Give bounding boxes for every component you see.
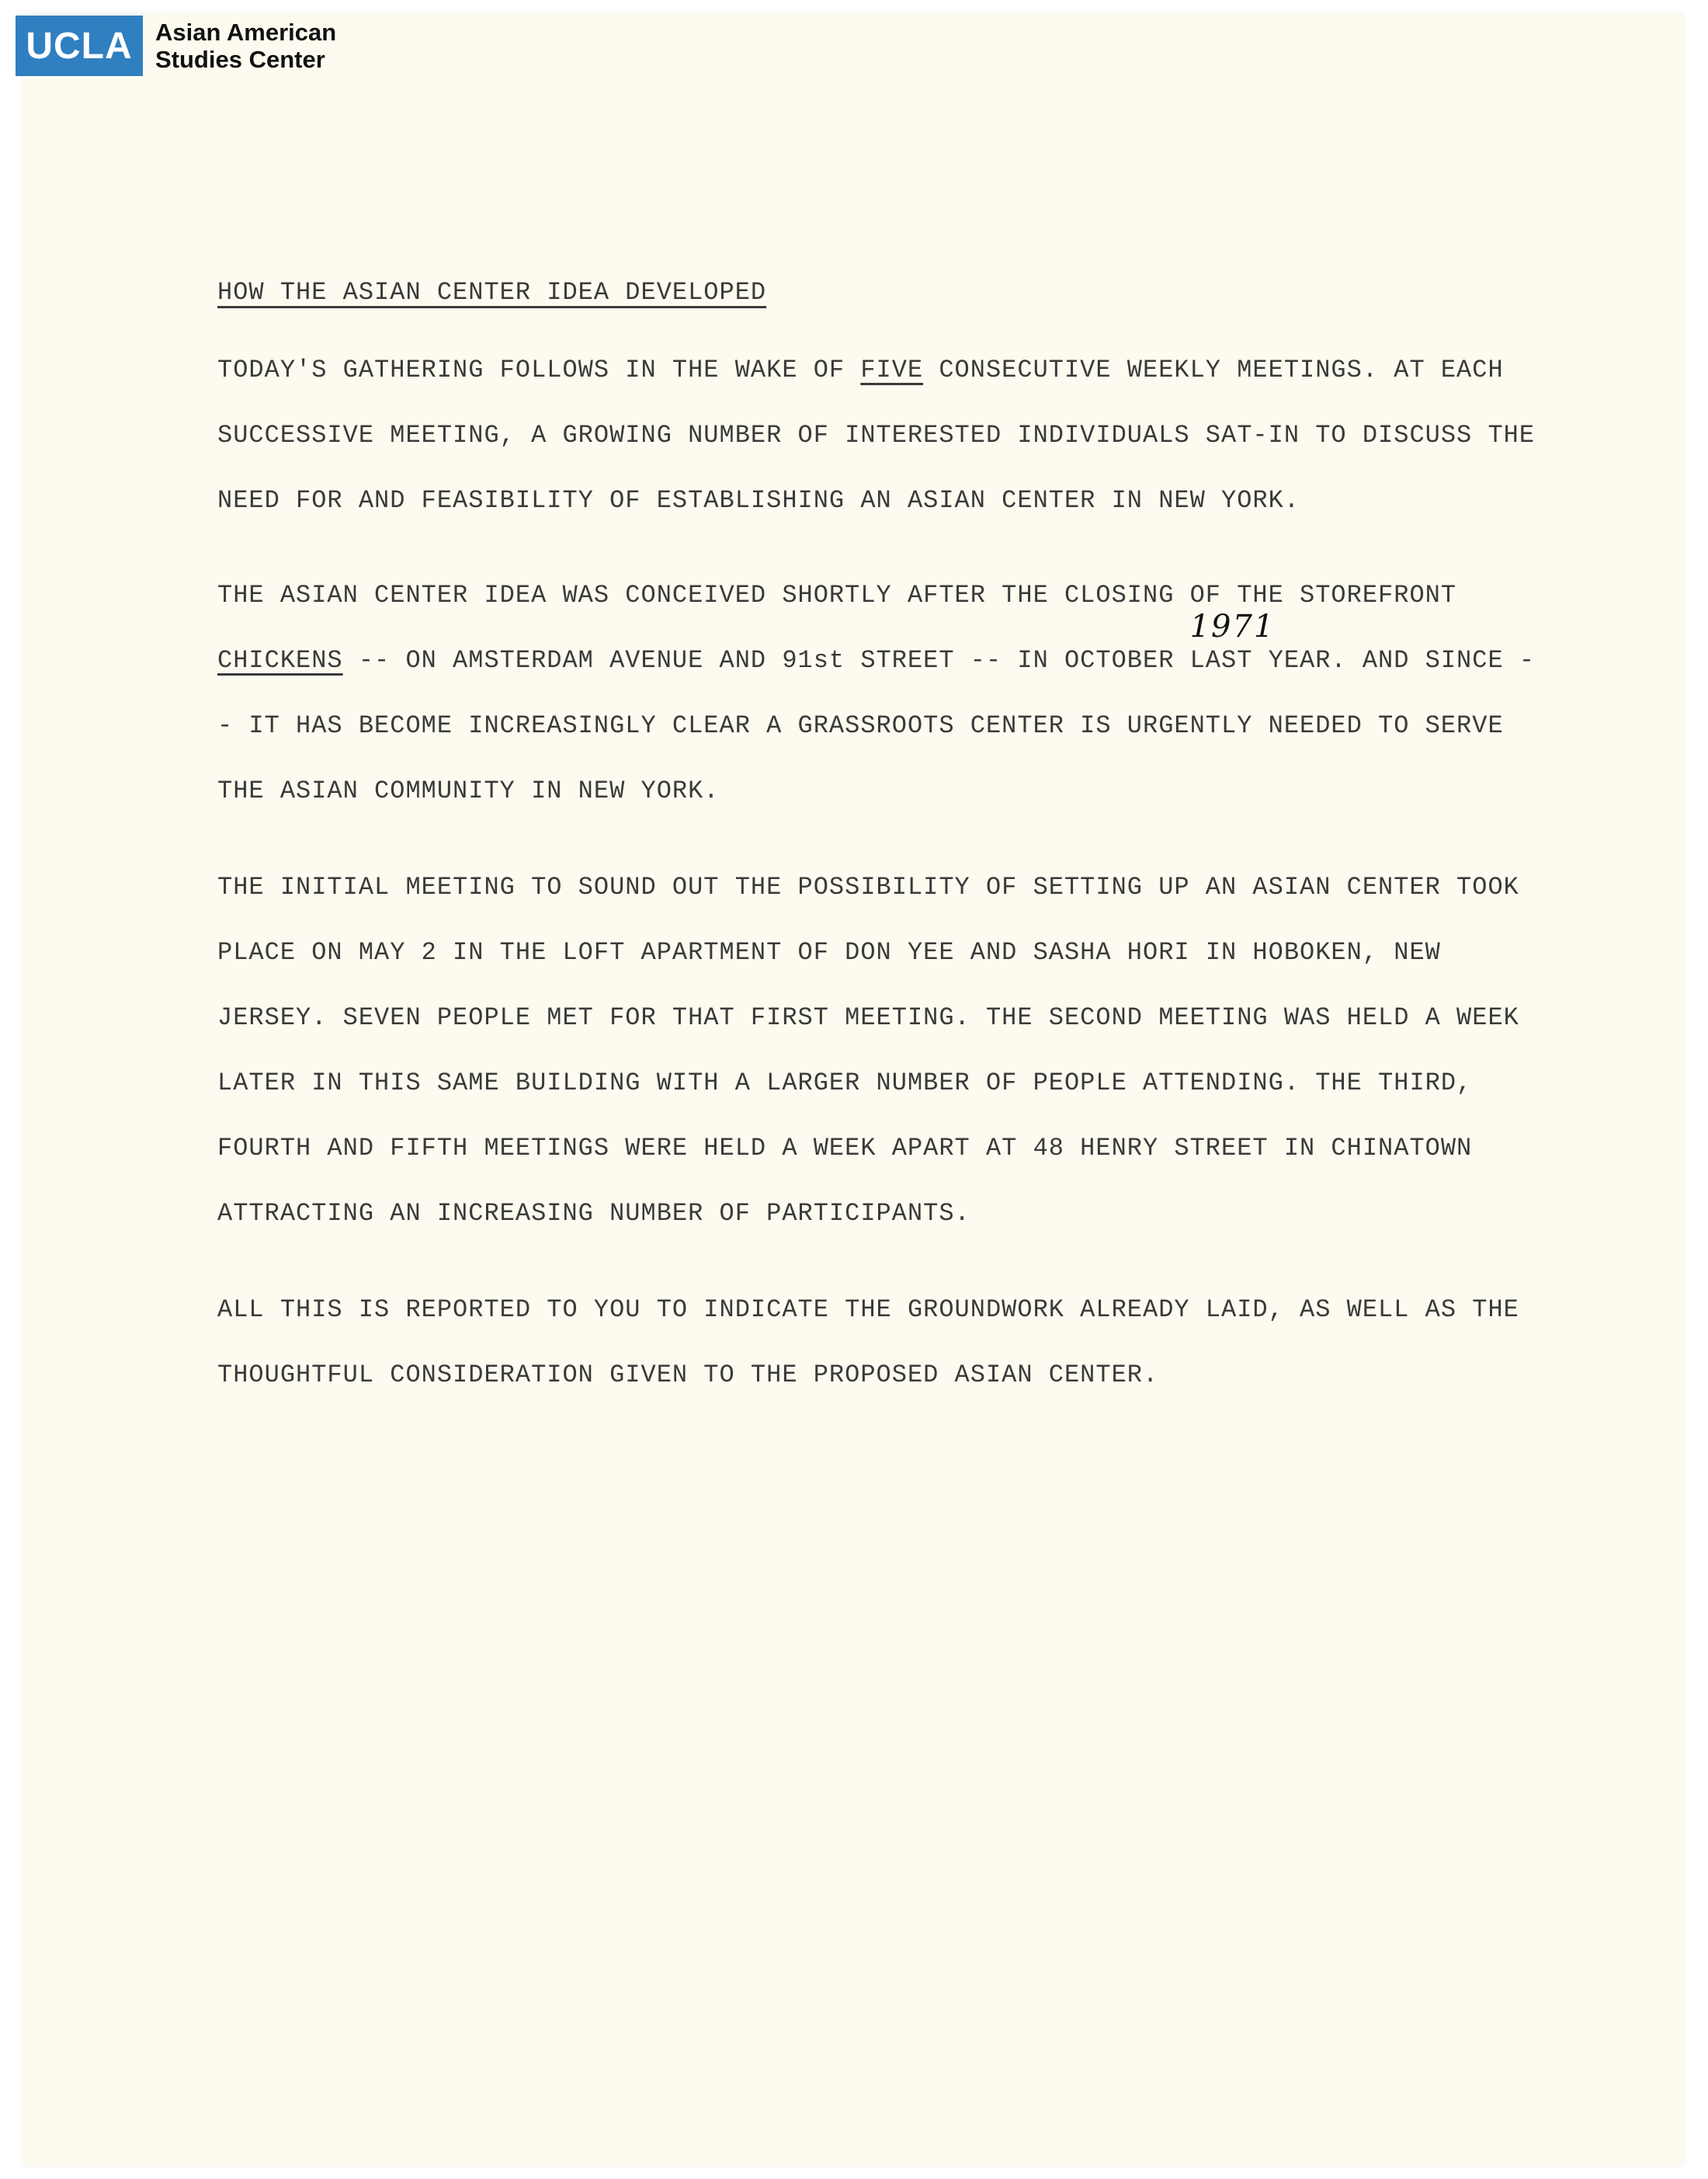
paragraph-1-text-b: CONSECUTIVE WEEKLY MEETINGS. AT EACH SUCCESSIVE MEETING, A GROWING NUMBER OF INTERESTED INDIVIDUALS SAT-IN TO DISCUSS THE NEED FOR AND FEASIBILITY OF ESTABLISHING AN ASIAN CENTER IN NEW YORK. [217, 356, 1536, 515]
typed-document [217, 264, 1537, 1408]
paragraph-1 [217, 338, 1537, 533]
underlined-word-five: FIVE [860, 356, 924, 384]
underlined-word-chickens: CHICKENS [217, 646, 343, 675]
ucla-logo [16, 16, 336, 76]
center-name-line1: Asian American [155, 19, 337, 46]
document-title: HOW THE ASIAN CENTER IDEA DEVELOPED [217, 278, 767, 307]
paragraph-3: THE INITIAL MEETING TO SOUND OUT THE POSSIBILITY OF SETTING UP AN ASIAN CENTER TOOK PLACE ON MAY 2 IN THE LOFT APARTMENT OF DON YEE AND SASHA HORI IN HOBOKEN, NEW JERSEY. SEVEN PEOPLE MET FOR THAT FIRST MEETING. THE SECOND MEETING WAS HELD A WEEK LATER IN THIS SAME BUILDING WITH A LARGER NUMBER OF PEOPLE ATTENDING. THE THIRD, FOURTH AND FIFTH MEETINGS WERE HELD A WEEK APART AT 48 HENRY STREET IN CHINATOWN ATTRACTING AN INCREASING NUMBER OF PARTICIPANTS. [217, 873, 1519, 1228]
center-name-line2: Studies Center [155, 46, 325, 73]
paragraph-2-text-a: THE ASIAN CENTER IDEA WAS CONCEIVED SHORTLY AFTER THE CLOSING OF THE STOREFRONT [217, 581, 1457, 610]
handwritten-annotation: 1971 [1189, 609, 1276, 645]
paragraph-2 [217, 563, 1537, 824]
paragraph-2-text-b: -- ON AMSTERDAM AVENUE AND 91st STREET -- IN OCTOBER [342, 646, 1190, 675]
annotated-word-wrap [1189, 609, 1276, 693]
ucla-logo-mark: UCLA [16, 16, 143, 76]
paragraph-4: ALL THIS IS REPORTED TO YOU TO INDICATE THE GROUNDWORK ALREADY LAID, AS WELL AS THE THOUGHTFUL CONSIDERATION GIVEN TO THE PROPOSED ASIAN CENTER. [217, 1295, 1519, 1389]
center-name [155, 19, 336, 73]
paragraph-1-text-a: TODAY'S GATHERING FOLLOWS IN THE WAKE OF [217, 356, 861, 384]
paragraph-2-text-c: YEAR. AND SINCE -- IT HAS BECOME INCREASINGLY CLEAR A GRASSROOTS CENTER IS URGENTLY NEEDED TO SERVE THE ASIAN COMMUNITY IN NEW YORK. [217, 646, 1536, 805]
annotated-word: LAST [1189, 646, 1253, 675]
